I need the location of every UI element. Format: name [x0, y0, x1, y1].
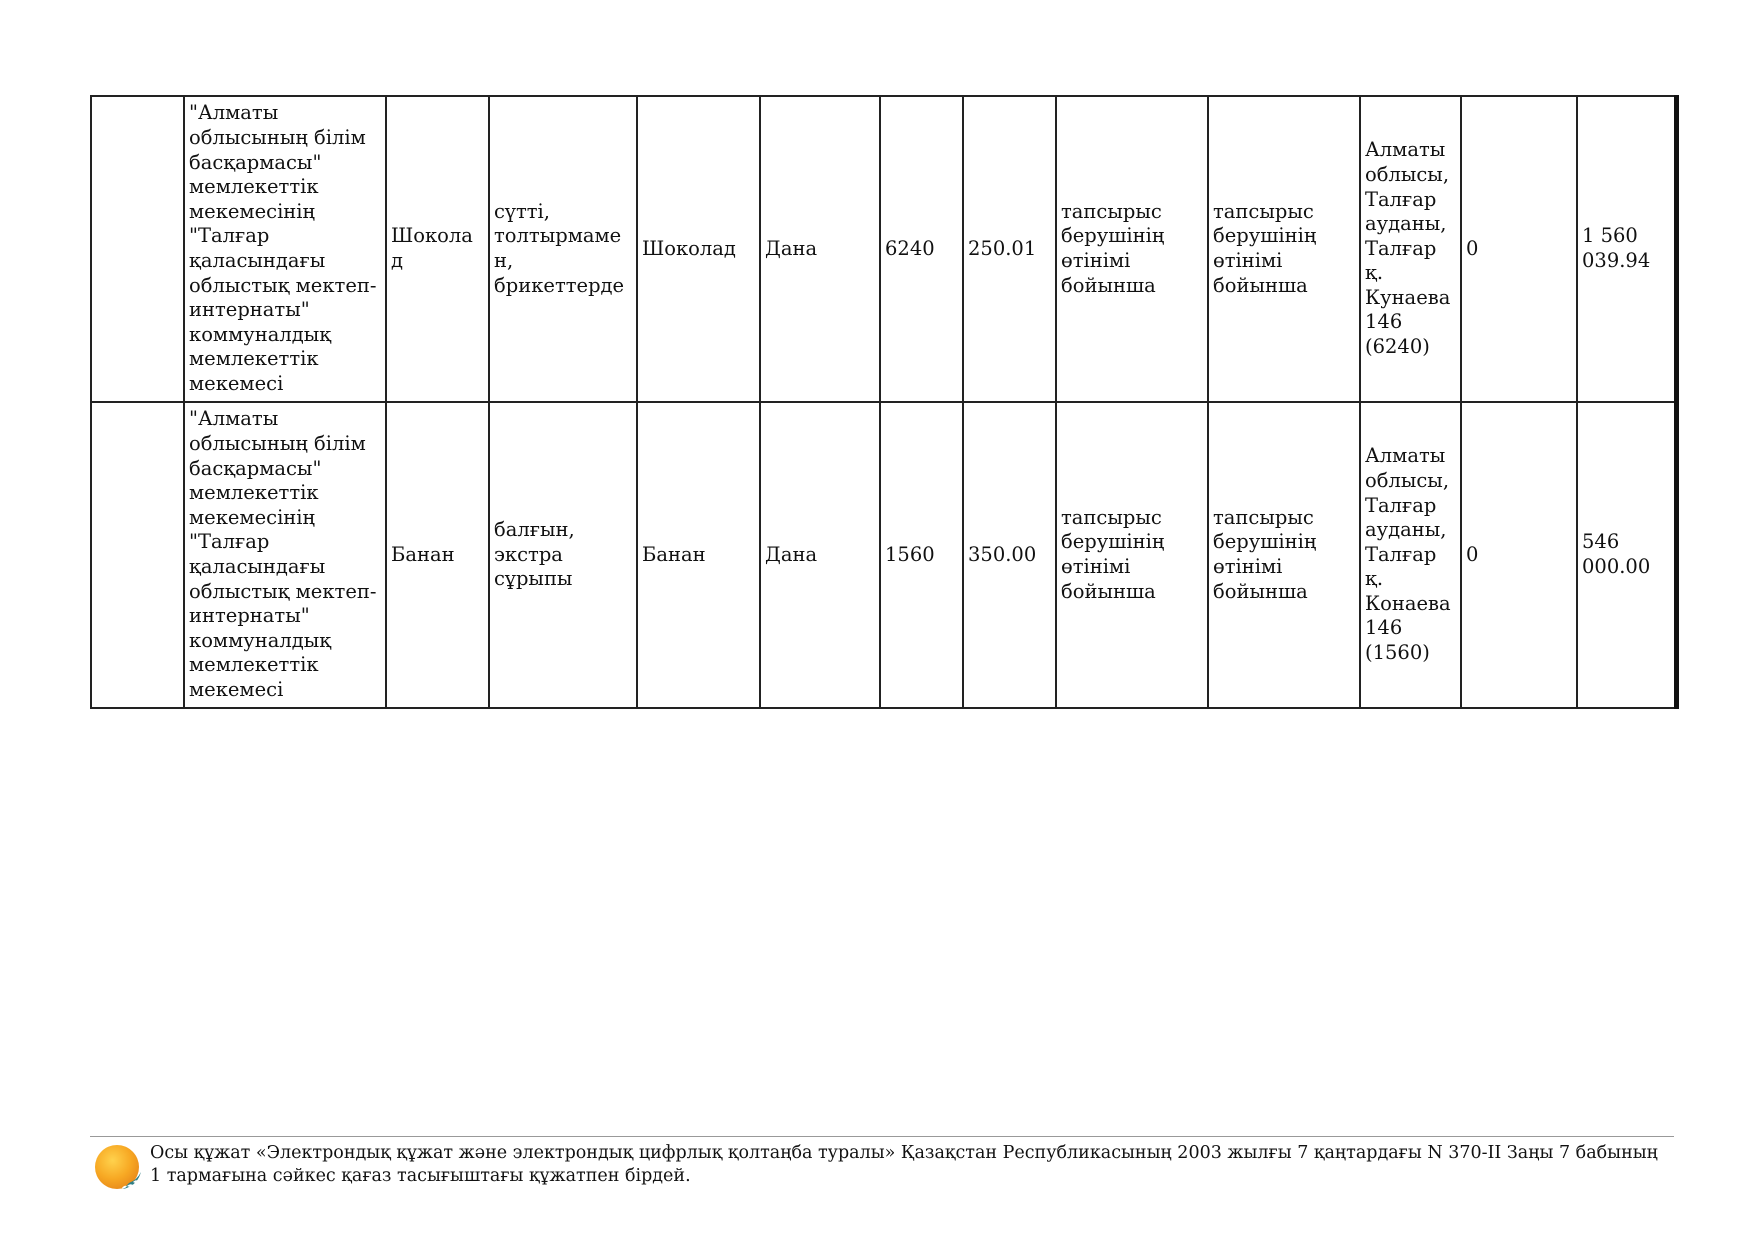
customer-cell: "Алматы облысының білім басқармасы" мемлекеттік мекемесінің "Талғар қаласындағы облыстық мектеп-интернаты" коммуналдық мемлекеттік мекемесі	[184, 402, 386, 708]
advance-cell: 0	[1461, 402, 1577, 708]
egov-sun-logo-icon	[93, 1142, 143, 1192]
item-name-cell: Банан	[386, 402, 489, 708]
price-cell: 250.01	[963, 96, 1056, 402]
item-short-name-cell: Шоколад	[637, 96, 760, 402]
item-characteristic-cell: сүтті, толтырмамен, брикеттерде	[489, 96, 637, 402]
item-name-cell: Шоколад	[386, 96, 489, 402]
delivery-term-cell: тапсырыс берушінің өтінімі бойынша	[1056, 96, 1208, 402]
advance-cell: 0	[1461, 96, 1577, 402]
price-cell: 350.00	[963, 402, 1056, 708]
total-amount-cell: 1 560 039.94	[1577, 96, 1676, 402]
row-number-cell	[91, 402, 184, 708]
row-number-cell	[91, 96, 184, 402]
procurement-table	[90, 95, 1679, 709]
payment-term-cell: тапсырыс берушінің өтінімі бойынша	[1208, 96, 1360, 402]
table-row	[91, 96, 1676, 402]
payment-term-cell: тапсырыс берушінің өтінімі бойынша	[1208, 402, 1360, 708]
footer-divider	[90, 1136, 1674, 1137]
total-amount-cell: 546 000.00	[1577, 402, 1676, 708]
item-characteristic-cell: балғын, экстра сұрыпы	[489, 402, 637, 708]
customer-cell: "Алматы облысының білім басқармасы" мемлекеттік мекемесінің "Талғар қаласындағы облыстық мектеп-интернаты" коммуналдық мемлекеттік мекемесі	[184, 96, 386, 402]
item-short-name-cell: Банан	[637, 402, 760, 708]
unit-cell: Дана	[760, 96, 880, 402]
table-row	[91, 402, 1676, 708]
unit-cell: Дана	[760, 402, 880, 708]
delivery-term-cell: тапсырыс берушінің өтінімі бойынша	[1056, 402, 1208, 708]
delivery-place-cell: Алматы облысы, Талғар ауданы, Талғар қ. Конаева 146 (1560)	[1360, 402, 1461, 708]
quantity-cell: 6240	[880, 96, 963, 402]
delivery-place-cell: Алматы облысы, Талғар ауданы, Талғар қ. Кунаева 146 (6240)	[1360, 96, 1461, 402]
quantity-cell: 1560	[880, 402, 963, 708]
footer-legal-text: Осы құжат «Электрондық құжат және электрондық цифрлық қолтаңба туралы» Қазақстан Республикасының 2003 жылғы 7 қаңтардағы N 370-II Заңы 7 бабының 1 тармағына сәйкес қағаз тасығыштағы құжатпен бірдей.	[150, 1143, 1658, 1186]
